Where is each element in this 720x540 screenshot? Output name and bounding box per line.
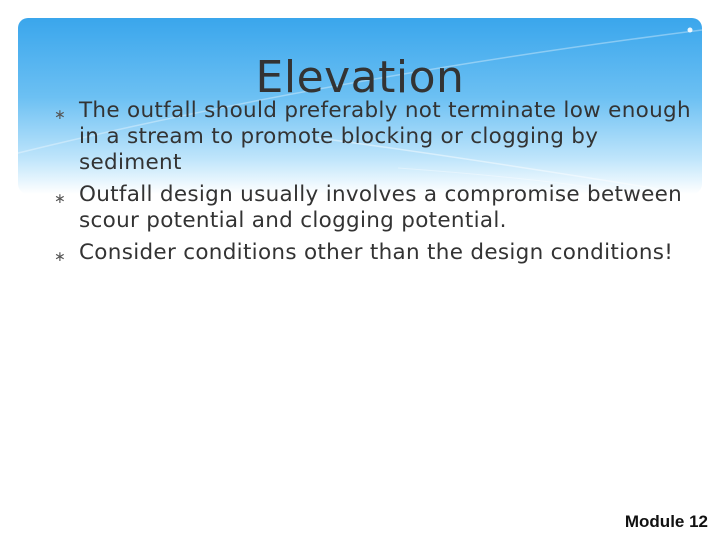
bullet-text: Outfall design usually involves a compromise between scour potential and clogging potential.	[79, 182, 683, 233]
bullet-item	[54, 240, 694, 266]
slide-title: Elevation	[255, 52, 465, 103]
bullet-marker-icon: ∗	[54, 249, 67, 265]
bullet-marker-icon: ∗	[54, 107, 67, 123]
bullet-list	[54, 98, 694, 272]
bullet-item	[54, 98, 694, 176]
bullet-text: Consider conditions other than the design conditions!	[79, 240, 674, 265]
module-label: Module 12	[624, 512, 708, 531]
bullet-item	[54, 182, 694, 234]
bullet-marker-icon: ∗	[54, 191, 67, 207]
bullet-text: The outfall should preferably not terminate low enough in a stream to promote blocking or clogging by sediment	[79, 98, 691, 175]
